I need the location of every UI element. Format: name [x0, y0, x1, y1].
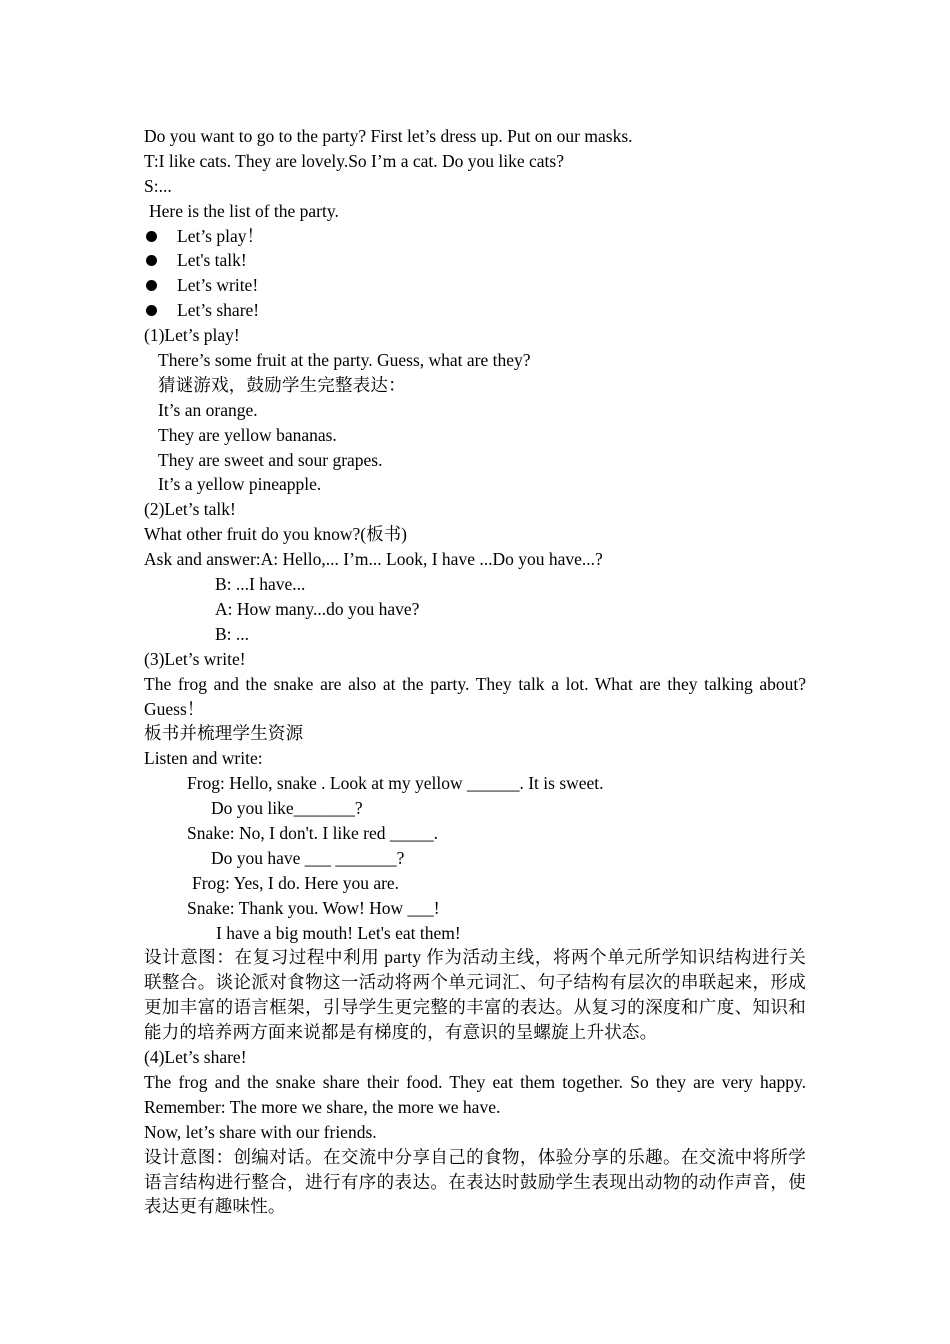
list-item: [144, 248, 806, 273]
section-heading-play: (1)Let’s play!: [144, 325, 240, 346]
bullet-icon: [146, 280, 157, 291]
write-dialog-line: Frog: Hello, snake . Look at my yellow ______. It is sweet.: [187, 773, 604, 794]
list-item-label: Let’s share!: [177, 300, 260, 321]
section-heading-talk: (2)Let’s talk!: [144, 499, 236, 520]
write-dialog-line: Do you like_______?: [211, 798, 363, 819]
play-answer: They are sweet and sour grapes.: [158, 449, 383, 470]
design-intent-share: 设计意图：创编对话。在交流中分享自己的食物，体验分享的乐趣。在交流中将所学语言结构进行整合，进行有序的表达。在表达时鼓励学生表现出动物的动作声音，使表达更有趣味性。: [144, 1146, 806, 1217]
talk-dialog-line: B: ...I have...: [215, 574, 306, 595]
list-item: [144, 298, 806, 323]
talk-dialog-line: B: ...: [215, 623, 250, 644]
list-item: [144, 273, 806, 298]
write-note: 板书并梳理学生资源: [144, 723, 304, 744]
share-paragraph: The frog and the snake share their food. They eat them together. So they are very happy. Remember: The more we share, the more we have.: [144, 1071, 806, 1117]
teacher-line: T:I like cats. They are lovely.So I’m a cat. Do you like cats?: [144, 150, 564, 171]
write-dialog-line: Do you have ___ _______?: [211, 847, 405, 868]
document-page: [144, 124, 806, 1219]
talk-dialog-line: A: How many...do you have?: [215, 598, 420, 619]
bullet-icon: [146, 255, 157, 266]
bullet-icon: [146, 305, 157, 316]
write-dialog-line: I have a big mouth! Let's eat them!: [216, 922, 461, 943]
play-intro: There’s some fruit at the party. Guess, what are they?: [158, 350, 531, 371]
share-now: Now, let’s share with our friends.: [144, 1121, 377, 1142]
list-item-label: Let’s write!: [177, 275, 259, 296]
list-item-label: Let’s play！: [177, 225, 264, 246]
intro-line: Do you want to go to the party? First let’s dress up. Put on our masks.: [144, 126, 633, 146]
play-answer: It’s an orange.: [158, 399, 258, 420]
talk-question: What other fruit do you know?(板书): [144, 524, 407, 545]
play-note: 猜谜游戏，鼓励学生完整表达：: [158, 374, 406, 395]
section-heading-share: (4)Let’s share!: [144, 1047, 247, 1068]
student-line: S:...: [144, 175, 172, 196]
section-heading-write: (3)Let’s write!: [144, 648, 246, 669]
party-list-intro: Here is the list of the party.: [149, 200, 339, 221]
write-paragraph: The frog and the snake are also at the party. They talk a lot. What are they talking about? Guess！: [144, 673, 806, 719]
play-answer: It’s a yellow pineapple.: [158, 474, 322, 495]
write-dialog-line: Snake: No, I don't. I like red _____.: [187, 822, 439, 843]
write-dialog-line: Frog: Yes, I do. Here you are.: [192, 872, 400, 893]
talk-ask: Ask and answer:A: Hello,... I’m... Look, I have ...Do you have...?: [144, 549, 603, 570]
list-item: [144, 224, 806, 249]
listen-and-write: Listen and write:: [144, 748, 263, 769]
design-intent-write: 设计意图：在复习过程中利用 party 作为活动主线，将两个单元所学知识结构进行关联整合。谈论派对食物这一活动将两个单元词汇、句子结构有层次的串联起来，形成更加丰富的语言框架，引导学生更完整的丰富的表达。从复习的深度和广度、知识和能力的培养两方面来说都是有梯度的，有意识的呈螺旋上升状态。: [144, 947, 806, 1043]
play-answer: They are yellow bananas.: [158, 424, 337, 445]
write-dialog-line: Snake: Thank you. Wow! How ___!: [187, 897, 440, 918]
list-item-label: Let's talk!: [177, 250, 247, 271]
bullet-icon: [146, 231, 157, 242]
